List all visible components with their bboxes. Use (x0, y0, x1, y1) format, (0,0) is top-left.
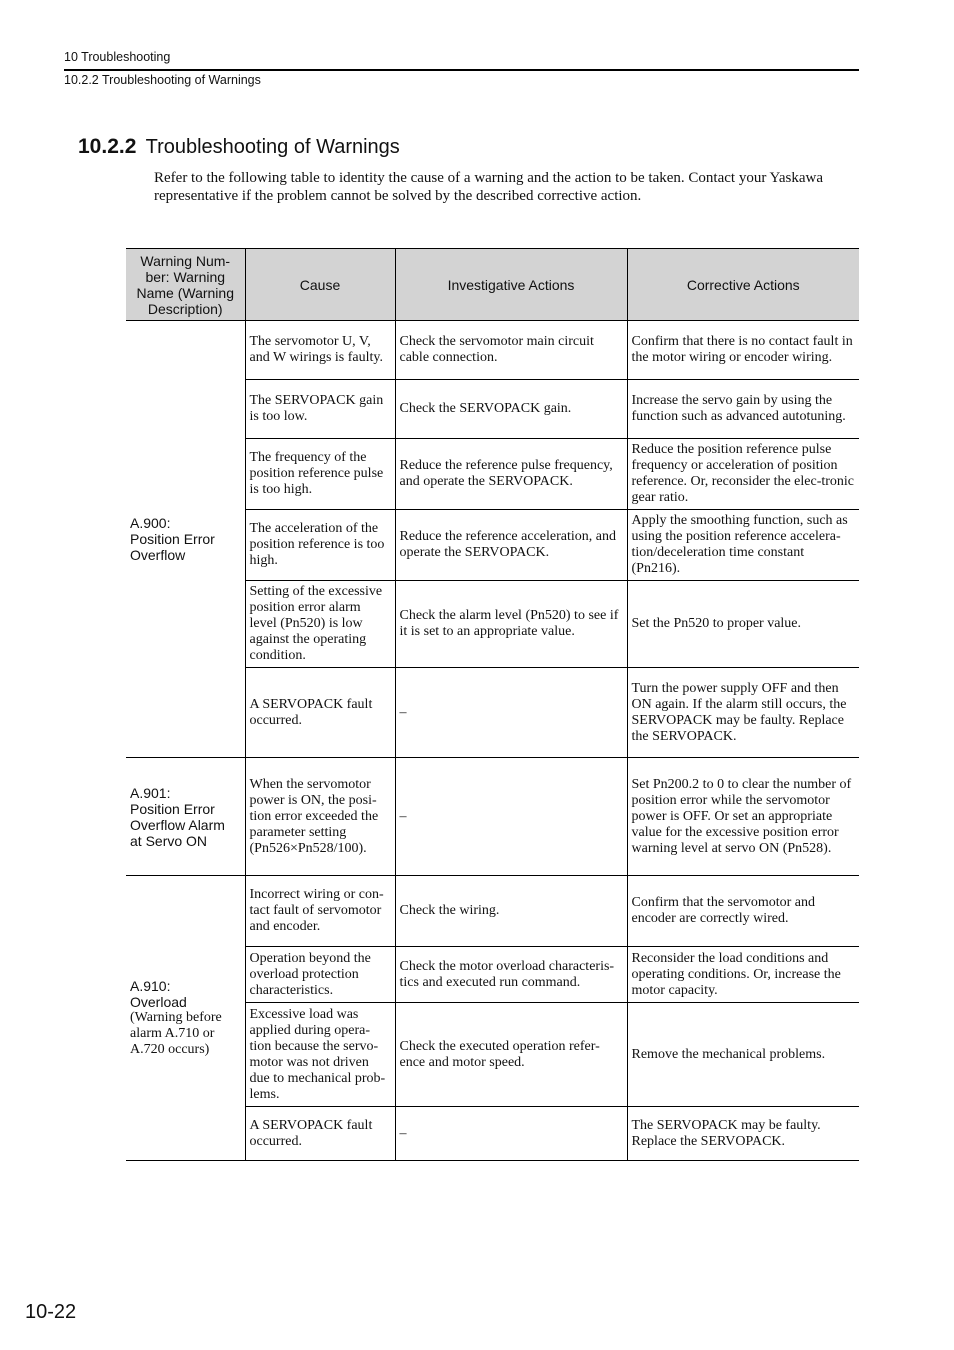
investigative-cell: – (395, 668, 627, 758)
warnings-table (126, 248, 859, 1161)
section-heading (78, 134, 400, 160)
corrective-cell: Apply the smoothing function, such as using the position reference accelera-tion/deceleration time constant (Pn216). (627, 510, 859, 581)
warning-name-line: Position Error (130, 531, 215, 547)
corrective-cell: Remove the mechanical problems. (627, 1003, 859, 1107)
section-title: Troubleshooting of Warnings (145, 136, 400, 158)
warning-description-note: (Warning before alarm A.710 or A.720 occurs) (130, 1010, 222, 1057)
table-row (126, 876, 859, 947)
corrective-cell: Set the Pn520 to proper value. (627, 581, 859, 668)
investigative-cell: Check the servomotor main circuit cable connection. (395, 321, 627, 380)
warning-name-line: Overload (130, 994, 187, 1010)
section-number: 10.2.2 (78, 135, 137, 158)
cause-cell: A SERVOPACK fault occurred. (245, 668, 395, 758)
corrective-cell: Increase the servo gain by using the function such as advanced autotuning. (627, 380, 859, 439)
investigative-cell: Check the executed operation refer-ence and motor speed. (395, 1003, 627, 1107)
warning-name-line: Overflow (130, 547, 186, 563)
corrective-cell: Reconsider the load conditions and operating conditions. Or, increase the motor capacity. (627, 947, 859, 1003)
header-warning-number-line-1: Warning Num- (140, 252, 231, 269)
investigative-cell: Reduce the reference acceleration, and operate the SERVOPACK. (395, 510, 627, 581)
cause-cell: Excessive load was applied during opera-tion because the servo-motor was not driven due to mechanical prob-lems. (245, 1003, 395, 1107)
running-header (64, 50, 859, 87)
corrective-cell: Turn the power supply OFF and then ON again. If the alarm still occurs, the SERVOPACK may be faulty. Replace the SERVOPACK. (627, 668, 859, 758)
header-investigative-actions: Investigative Actions (395, 249, 627, 321)
table-row (126, 321, 859, 380)
page-number: 10-22 (25, 1301, 77, 1323)
warning-code-cell (126, 321, 245, 758)
cause-cell: The acceleration of the position reference is too high. (245, 510, 395, 581)
corrective-cell: Confirm that there is no contact fault in the motor wiring or encoder wiring. (627, 321, 859, 380)
warning-code-cell (126, 758, 245, 876)
header-cause: Cause (245, 249, 395, 321)
investigative-cell: Reduce the reference pulse frequency, and operate the SERVOPACK. (395, 439, 627, 510)
investigative-cell: Check the SERVOPACK gain. (395, 380, 627, 439)
cause-cell: When the servomotor power is ON, the posi-tion error exceeded the parameter setting (Pn526×Pn528/100). (245, 758, 395, 876)
cause-cell: The servomotor U, V, and W wirings is faulty. (245, 321, 395, 380)
investigative-cell: Check the motor overload characteris-tics and executed run command. (395, 947, 627, 1003)
warning-name-line: Position Error (130, 800, 215, 817)
warning-code-cell (126, 876, 245, 1161)
table-row (126, 758, 859, 876)
cause-cell: A SERVOPACK fault occurred. (245, 1107, 395, 1161)
cause-cell: Incorrect wiring or con-tact fault of servomotor and encoder. (245, 876, 395, 947)
cause-cell: The frequency of the position reference pulse is too high. (245, 439, 395, 510)
cause-cell: Setting of the excessive position error alarm level (Pn520) is low against the operating condition. (245, 581, 395, 668)
header-rule (64, 69, 859, 71)
corrective-cell: Confirm that the servomotor and encoder are correctly wired. (627, 876, 859, 947)
corrective-cell: Set Pn200.2 to 0 to clear the number of position error while the servomotor power is OFF. Or set an appropriate value for the excessive position error warning level at servo ON (Pn528). (627, 758, 859, 876)
cause-cell: The SERVOPACK gain is too low. (245, 380, 395, 439)
corrective-cell: The SERVOPACK may be faulty. Replace the SERVOPACK. (627, 1107, 859, 1161)
header-warning-number-line-2: ber: Warning (145, 268, 226, 285)
intro-paragraph: Refer to the following table to identity the cause of a warning and the action to be taken. Contact your Yaskawa representative if the problem cannot be solved by the described corrective action. (154, 170, 823, 204)
header-chapter: 10 Troubleshooting (64, 50, 171, 64)
header-section: 10.2.2 Troubleshooting of Warnings (64, 73, 261, 87)
header-warning-number-line-4: Description) (147, 300, 223, 317)
warning-code: A.910: (130, 978, 171, 994)
investigative-cell: Check the wiring. (395, 876, 627, 947)
warning-code: A.900: (130, 515, 171, 531)
investigative-cell: Check the alarm level (Pn520) to see if it is set to an appropriate value. (395, 581, 627, 668)
investigative-cell: – (395, 1107, 627, 1161)
header-warning-number-line-3: Name (Warning (136, 284, 234, 301)
cause-cell: Operation beyond the overload protection characteristics. (245, 947, 395, 1003)
warning-code: A.901: (130, 784, 171, 801)
header-warning-number (126, 249, 245, 321)
table-header-row (126, 249, 859, 321)
warning-name-line: at Servo ON (130, 832, 208, 849)
corrective-cell: Reduce the position reference pulse frequency or acceleration of position reference. Or, reconsider the elec-tronic gear ratio. (627, 439, 859, 510)
header-corrective-actions: Corrective Actions (627, 249, 859, 321)
warning-name-line: Overflow Alarm (130, 816, 225, 833)
investigative-cell: – (395, 758, 627, 876)
